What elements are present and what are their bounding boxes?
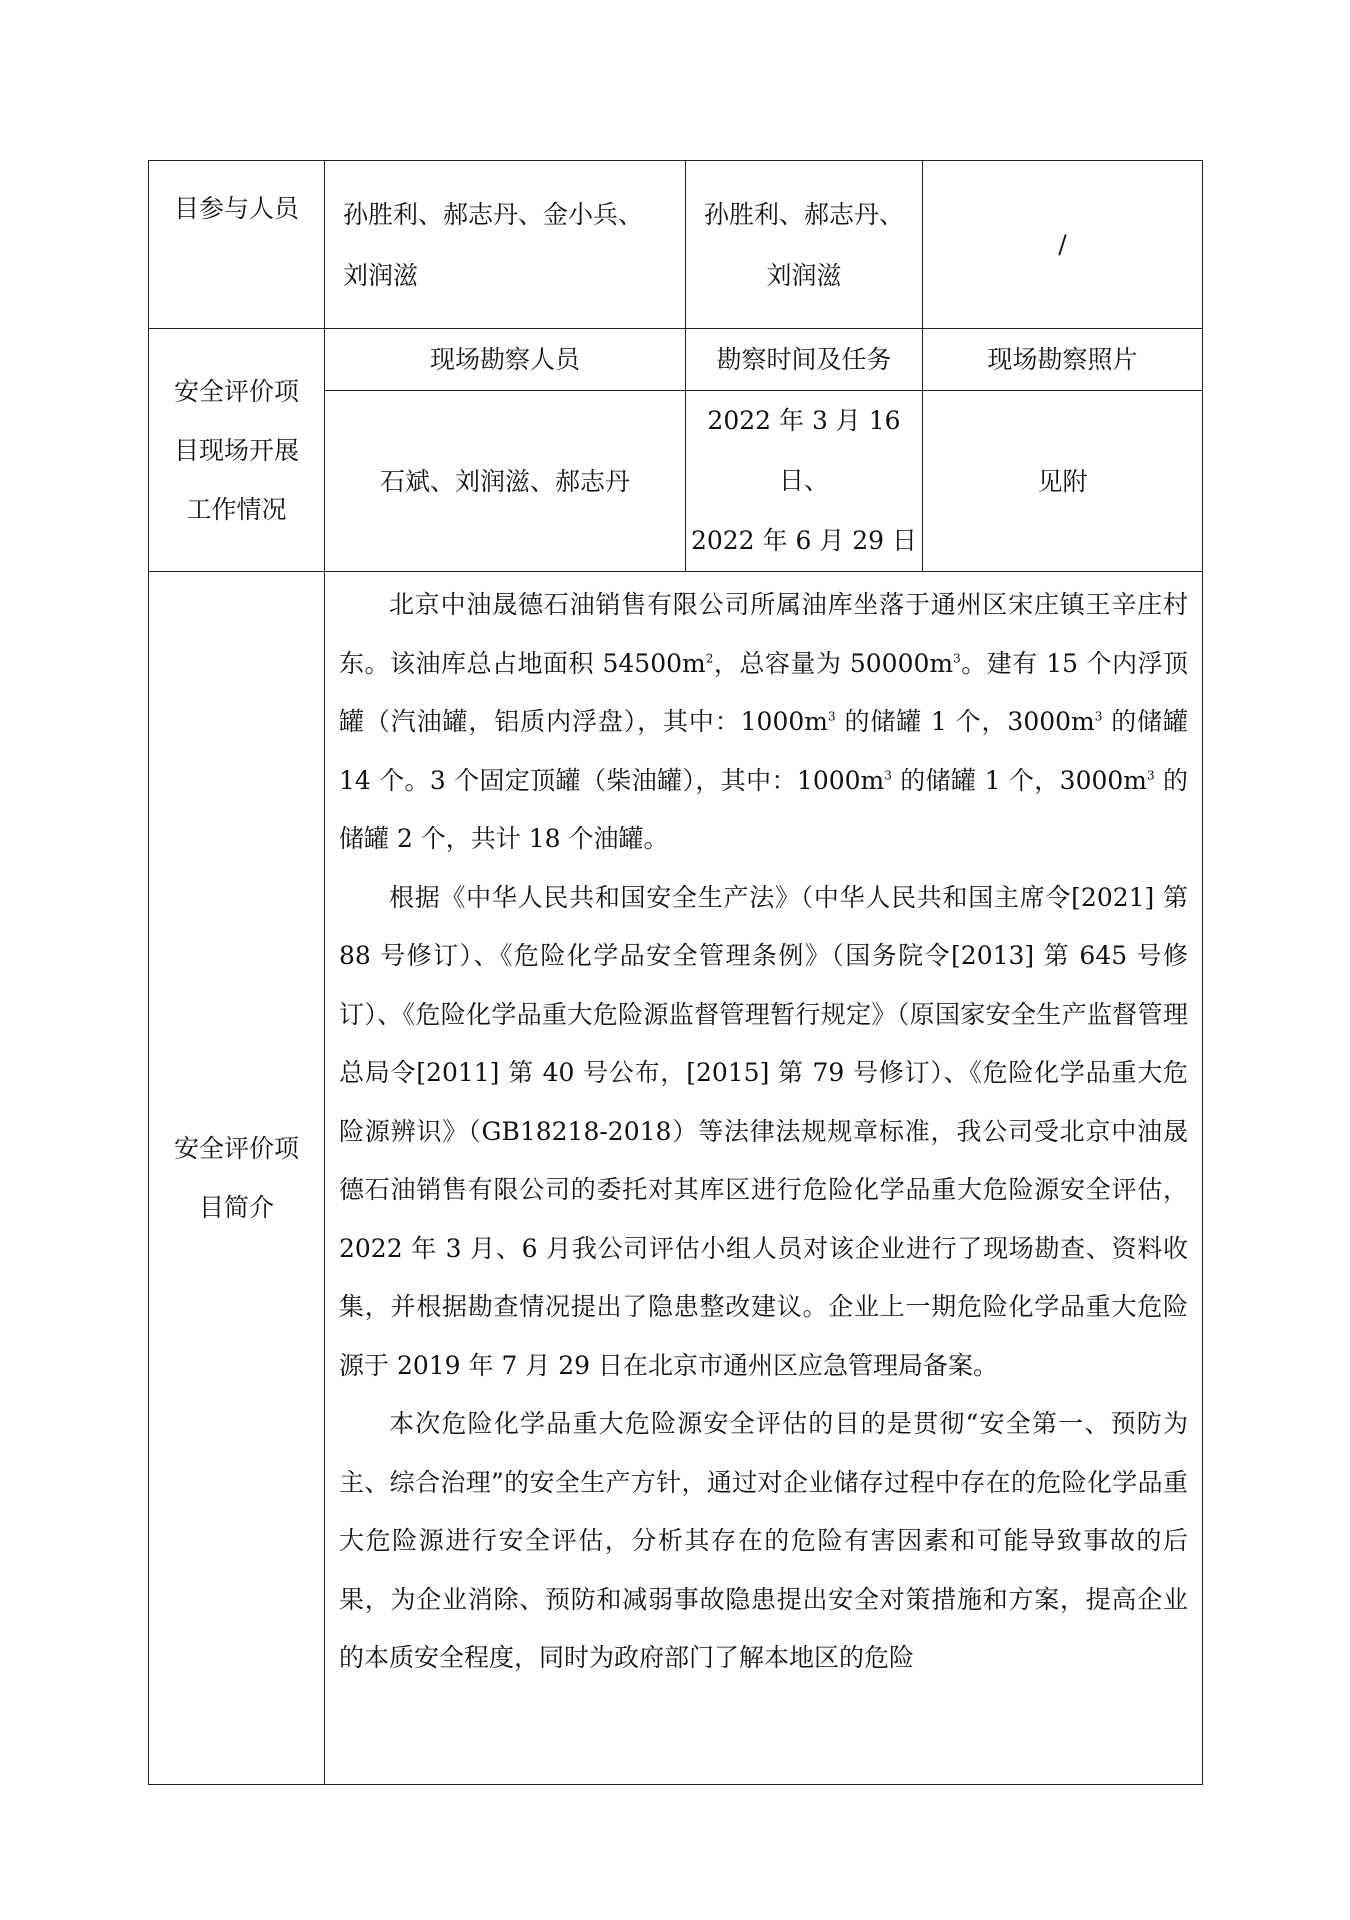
intro-paragraph-1: 北京中油晟德石油销售有限公司所属油库坐落于通州区宋庄镇王辛庄村东。该油库总占地面积 $54500m^2$，总容量为 $50000m^3$。建有 15 个内浮顶罐（汽油罐，铝质内浮盘），其中：$1000m^3$ 的储罐 1 个，$3000m^3$ 的储罐 14 个。3 个固定顶罐（柴油罐），其中：$1000m^3$ 的储罐 1 个，$3000m^3$ 的储罐 2 个，共计 18 个油罐。	[339, 590, 1188, 853]
intro-content	[325, 572, 1203, 1785]
onsite-label-line-1: 安全评价项	[173, 376, 299, 406]
participants-group-1-line-2: 刘润滋	[343, 260, 419, 290]
intro-label-line-1: 安全评价项	[173, 1134, 299, 1163]
intro-paragraph-2: 根据《中华人民共和国安全生产法》（中华人民共和国主席令[2021] 第 88 号修订）、《危险化学品安全管理条例》（国务院令[2013] 第 645 号修订）、《危险化学品重大危险源监督管理暂行规定》（原国家安全生产监督管理总局令[2011] 第 40 号公布，[2015] 第 79 号修订）、《危险化学品重大危险源辨识》（GB18218-2018）等法律法规规章标准，我公司受北京中油晟德石油销售有限公司的委托对其库区进行危险化学品重大危险源安全评估，2022 年 3 月、6 月我公司评估小组人员对该企业进行了现场勘查、资料收集，并根据勘查情况提出了隐患整改建议。企业上一期危险化学品重大危险源于 2019 年 7 月 29 日在北京市通州区应急管理局备案。	[339, 882, 1188, 1380]
onsite-dates	[686, 391, 923, 572]
onsite-header-row	[149, 329, 1203, 391]
report-table	[148, 160, 1203, 1785]
participants-group-2	[686, 161, 923, 329]
participants-group-3: /	[923, 161, 1203, 329]
intro-label	[149, 572, 325, 1785]
participants-group-2-line-2: 刘润滋	[766, 260, 842, 290]
intro-row	[149, 572, 1203, 1785]
onsite-personnel: 石斌、刘润滋、郝志丹	[325, 391, 686, 572]
header-personnel: 现场勘察人员	[325, 329, 686, 391]
onsite-date-2: 2022 年 6 月 29 日	[690, 526, 918, 555]
header-time-task: 勘察时间及任务	[686, 329, 923, 391]
onsite-label-line-2: 目现场开展	[173, 435, 299, 465]
participants-label: 目参与人员	[149, 161, 325, 329]
intro-paragraph-3: 本次危险化学品重大危险源安全评估的目的是贯彻“安全第一、预防为主、综合治理”的安全生产方针，通过对企业储存过程中存在的危险化学品重大危险源进行安全评估，分析其存在的危险有害因素和可能导致事故的后果，为企业消除、预防和减弱事故隐患提出安全对策措施和方案，提高企业的本质安全程度，同时为政府部门了解本地区的危险	[339, 1409, 1188, 1672]
header-photos: 现场勘察照片	[923, 329, 1203, 391]
participants-group-1	[325, 161, 686, 329]
onsite-date-1: 2022 年 3 月 16 日、	[707, 406, 901, 495]
onsite-label-line-3: 工作情况	[186, 494, 287, 524]
intro-label-line-2: 目简介	[198, 1193, 274, 1222]
onsite-photos: 见附	[923, 391, 1203, 572]
onsite-label	[149, 329, 325, 572]
participants-group-2-line-1: 孙胜利、郝志丹、	[703, 199, 904, 229]
participants-row	[149, 161, 1203, 329]
participants-group-1-line-1: 孙胜利、郝志丹、金小兵、	[343, 199, 644, 229]
